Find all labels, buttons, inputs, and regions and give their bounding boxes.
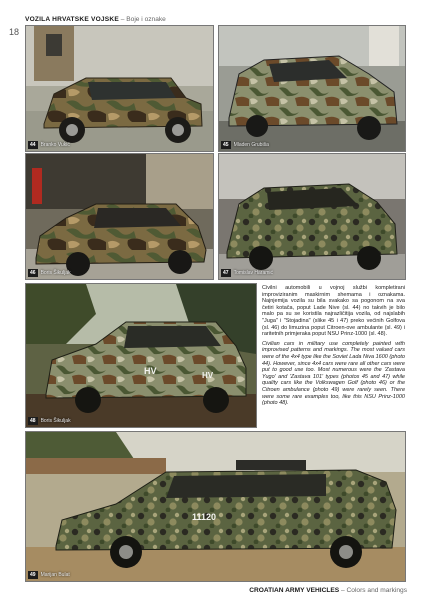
photo-44-caption	[28, 141, 70, 149]
photo-number: 46	[30, 270, 36, 276]
photo-44	[25, 25, 214, 152]
page-number: 18	[9, 27, 20, 37]
photo-45-caption	[221, 141, 269, 149]
photo-number: 44	[30, 142, 36, 148]
footer-title: CROATIAN ARMY VEHICLES	[249, 587, 340, 594]
header-subtitle: – Boje i oznake	[120, 16, 166, 23]
photo-48-caption	[28, 417, 71, 425]
article-text	[262, 285, 405, 410]
photo-45-image	[219, 26, 405, 151]
text-english: Civilian cars in military use completely painted with improvised patterns and markings. The most valued cars were of the 4x4 type like the Soviet Lada Niva 1600 (photo 44). However, since 4x4 cars were rare all other cars were put to good use too. Most numerous were the 'Zastava Yugo' and 'Zastava 101' types (photos 45 and 47) while quality cars like the Volkswagen Golf (photo 46) or the Citroen ambulance (photo 49) were rarely seen. There were some rare examples too, like this NSU Prinz-1000 (photo 48).	[262, 340, 405, 407]
photo-49-caption	[28, 571, 70, 579]
photo-48-image	[26, 284, 256, 427]
photo-number: 47	[223, 270, 229, 276]
photo-47-image	[219, 154, 405, 279]
photo-credit: Tomislav Haramić	[233, 270, 274, 276]
photo-48-door-marking: HV	[144, 366, 157, 376]
photo-47	[218, 153, 406, 280]
photo-49	[25, 431, 406, 582]
photo-49-image	[26, 432, 405, 581]
photo-number: 45	[223, 142, 229, 148]
footer-subtitle: – Colors and markings	[341, 587, 407, 594]
text-croatian: Civilni automobili u vojnoj službi kompletirani improviziranim maskirnim shemama i oznakama. Najnjemija vozila su bila svakako sa pogonom na sva četiri kotača, poput Lade Nive (sl. 44) no takvih je bilo malo pa su se koristila najrazličitija vozila, od najslabih "Juga" i "Stojadina" (slike 45 i 47) preko većinih Golfova (sl. 46) do limuzina poput Citroen-ove ambulante (sl. 49) i raritetnih primjeraka poput NSU Prinz-1000 (sl. 48).	[262, 285, 405, 338]
photo-number: 48	[30, 418, 36, 424]
photo-credit: Branko Vukić	[40, 142, 70, 148]
photo-46-caption	[28, 269, 71, 277]
page-header	[25, 16, 166, 23]
photo-credit: Boris Šikuljak	[40, 270, 71, 276]
photo-46	[25, 153, 214, 280]
photo-48	[25, 283, 257, 428]
photo-46-image	[26, 154, 213, 279]
photo-credit: Marijan Bulat	[40, 572, 70, 578]
photo-47-caption	[221, 269, 273, 277]
header-title: VOZILA HRVATSKE VOJSKE	[25, 16, 119, 23]
photo-48-rear-marking: HV	[202, 371, 214, 380]
photo-credit: Mladen Grubiša	[233, 142, 269, 148]
photo-credit: Boris Šikuljak	[40, 418, 71, 424]
photo-49-door-marking: 11120	[192, 512, 217, 522]
photo-number: 49	[30, 572, 36, 578]
page-footer	[249, 587, 407, 594]
photo-45	[218, 25, 406, 152]
photo-44-image	[26, 26, 213, 151]
